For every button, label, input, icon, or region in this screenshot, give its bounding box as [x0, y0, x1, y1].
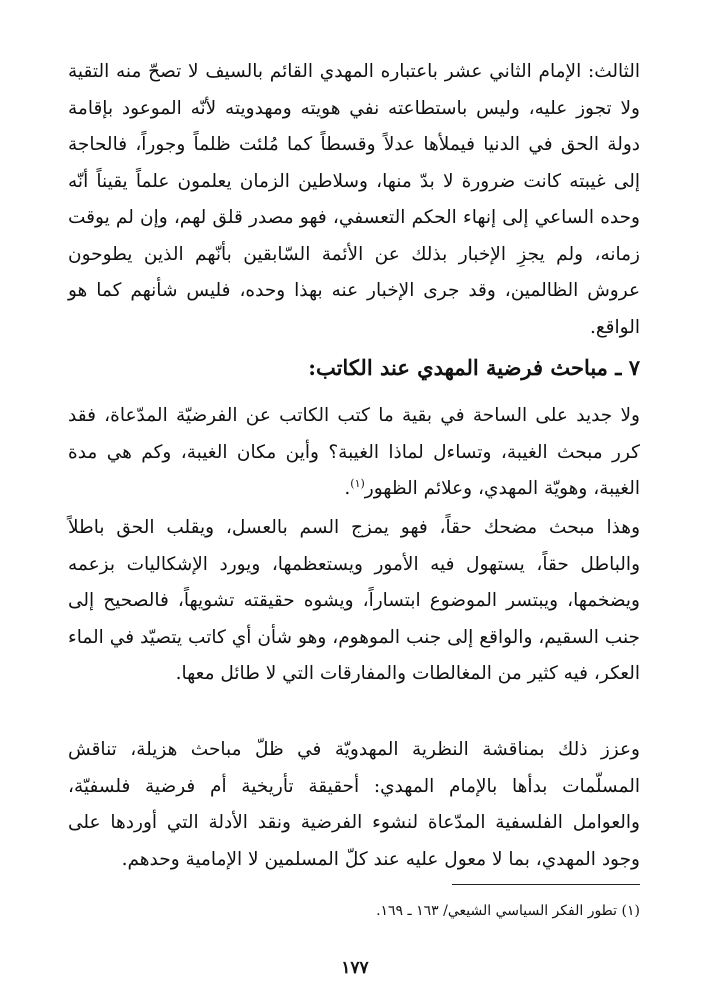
footnote-divider — [452, 884, 640, 885]
paragraph-text: ولا جديد على الساحة في بقية ما كتب الكاتب عن الفرضيّة المدّعاة، فقد كرر مبحث الغيبة، وتساءل لماذا الغيبة؟ وأين مكان الغيبة، وكم هي مدة الغيبة، وهويّة المهدي، وعلائم الظهور — [68, 405, 640, 499]
section-heading: ٧ ـ مباحث فرضية المهدي عند الكاتب: — [308, 355, 640, 380]
paragraph-three — [68, 732, 640, 878]
footnote-text: تطور الفكر السياسي الشيعي/ ١٦٣ ـ ١٦٩. — [376, 903, 618, 919]
footnote-reference[interactable]: (١) — [350, 476, 365, 490]
paragraph-text: وهذا مبحث مضحك حقاً، فهو يمزج السم بالعسل، ويقلب الحق باطلاً والباطل حقاً، يستهول فيه الأمور ويستعظمها، ويورد الإشكاليات بزعمه ويضخمها، ويبتسر الموضوع ابتساراً، ويشوه حقيقته تشويهاً، فالصحيح إلى جنب السقيم، والواقع إلى جنب الموهوم، وهو شأن أي كاتب يتصيّد في الماء العكر، فيه كثير من المغالطات والمفارقات التي لا طائل معها. — [68, 517, 640, 684]
footnote — [68, 900, 640, 922]
paragraph-two — [68, 510, 640, 693]
paragraph-text: وعزز ذلك بمناقشة النظرية المهدويّة في ظلّ مباحث هزيلة، تناقش المسلّمات بدأها بالإمام المهدي: أحقيقة تأريخية أم فرضية فلسفيّة، والعوامل الفلسفية المدّعاة لنشوء الفرضية ونقد الأدلة التي أوردها على وجود المهدي، بما لا معول عليه عند كلّ المسلمين لا الإمامية وحدهم. — [68, 739, 640, 870]
page-number: ١٧٧ — [341, 958, 369, 978]
paragraph-section-three — [68, 54, 640, 346]
paragraph-one — [68, 398, 640, 508]
paragraph-end: . — [344, 478, 351, 499]
footnote-marker: (١) — [621, 903, 640, 919]
paragraph-text: الثالث: الإمام الثاني عشر باعتباره المهدي القائم بالسيف لا تصحّ منه التقية ولا تجوز عليه، وليس باستطاعته نفي هويته ومهدويته لأنّه الموعود بإقامة دولة الحق في الدنيا فيملأها عدلاً وقسطاً كما مُلئت ظلماً وجوراً، فالحاجة إلى غيبته كانت ضرورة لا بدّ منها، وسلاطين الزمان يعلمون علماً يقيناً أنّه وحده الساعي إلى إنهاء الحكم التعسفي، فهو مصدر قلق لهم، وإن لم يوقت زمانه، ولم يجزِ الإخبار بذلك عن الأئمة السّابقين بأنّهم الذين يطوحون عروش الظالمين، وقد جرى الإخبار عنه بهذا وحده، فليس شأنهم كما هو الواقع. — [68, 61, 640, 338]
